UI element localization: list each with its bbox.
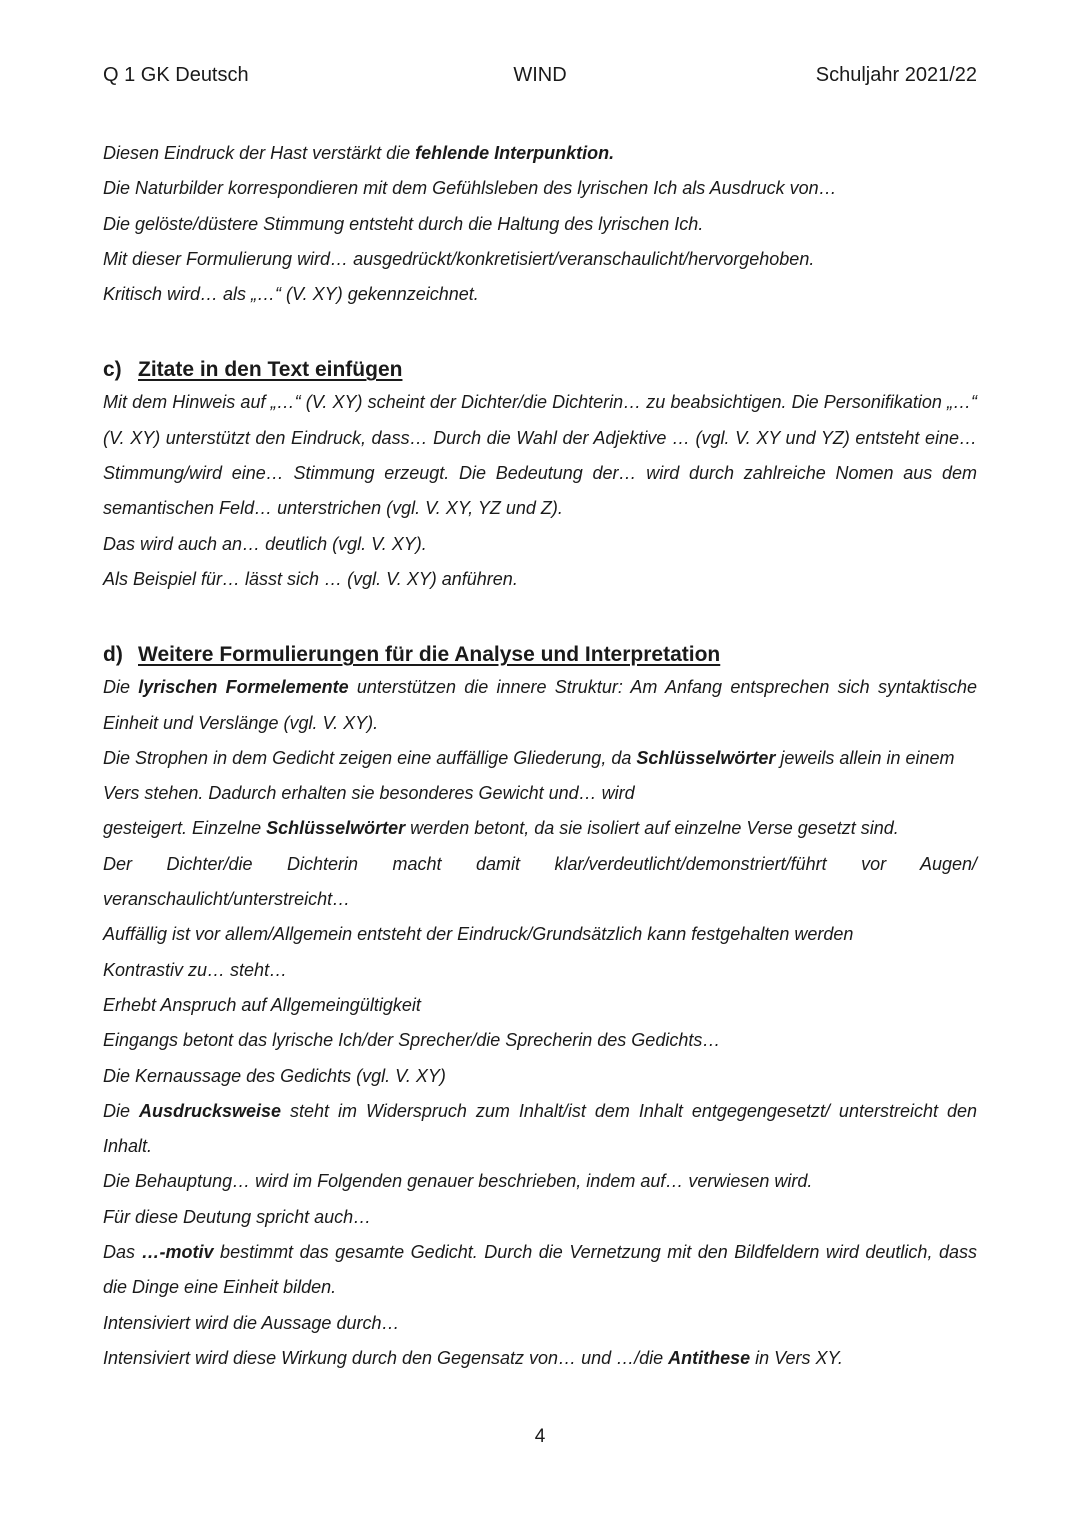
section-d-line: Eingangs betont das lyrische Ich/der Sprecher/die Sprecherin des Gedichts… <box>103 1030 721 1051</box>
section-d-paragraph: Der Dichter/die Dichterin macht damit klar/verdeutlicht/demonstriert/führt vor Augen/ veranschaulicht/unterstreicht… <box>103 853 977 910</box>
section-heading-d: d) Weitere Formulierungen für die Analyse und Interpretation <box>103 643 721 667</box>
intro-line: Diesen Eindruck der Hast verstärkt die fehlende Interpunktion. <box>103 143 615 163</box>
section-d-line: Intensiviert wird die Aussage durch… <box>103 1312 400 1333</box>
header-school-year: Schuljahr 2021/22 <box>815 64 977 86</box>
page-header <box>103 64 977 90</box>
section-d-line: Intensiviert wird diese Wirkung durch den Gegensatz von… und …/die Antithese in Vers XY. <box>103 1347 843 1368</box>
section-d-paragraph: gesteigert. Einzelne Schlüsselwörter werden betont, da sie isoliert auf einzelne Verse gesetzt sind. <box>103 818 899 839</box>
section-d-paragraph: Die lyrischen Formelemente unterstützen die innere Struktur: Am Anfang entsprechen sich syntaktische Einheit und Verslänge (vgl. V. XY). <box>103 677 977 733</box>
intro-line: Die gelöste/düstere Stimmung entsteht durch die Haltung des lyrischen Ich. <box>103 213 704 234</box>
page-number: 4 <box>534 1426 546 1447</box>
section-heading-c: c) Zitate in den Text einfügen <box>103 358 403 382</box>
section-c-paragraph: Mit dem Hinweis auf „…“ (V. XY) scheint der Dichter/die Dichterin… zu beabsichtigen. Die Personifikation „…“ (V. XY) unterstützt den Eindruck, dass… Durch die Wahl der Adjektive … (vgl. V. XY und YZ) entsteht eine… Stimmung/wird eine… Stimmung erzeugt. Die Bedeutung der… wird durch zahlreiche Nomen aus dem semantischen Feld… unterstrichen (vgl. V. XY, YZ und Z). <box>103 392 977 519</box>
section-d-line: Kontrastiv zu… steht… <box>103 959 288 980</box>
header-course: Q 1 GK Deutsch <box>103 64 249 86</box>
section-d-line: Die Kernaussage des Gedichts (vgl. V. XY) <box>103 1065 446 1086</box>
section-d-line: Erhebt Anspruch auf Allgemeingültigkeit <box>103 994 421 1015</box>
header-topic: WIND <box>513 64 567 86</box>
section-d-line: Für diese Deutung spricht auch… <box>103 1206 372 1227</box>
page-content <box>103 136 977 1376</box>
section-d-line: Die Behauptung… wird im Folgenden genauer beschrieben, indem auf… verwiesen wird. <box>103 1171 813 1192</box>
section-c-line: Als Beispiel für… lässt sich … (vgl. V. XY) anführen. <box>103 568 518 589</box>
intro-line: Die Naturbilder korrespondieren mit dem Gefühlsleben des lyrischen Ich als Ausdruck von… <box>103 178 837 199</box>
section-d-line: Auffällig ist vor allem/Allgemein entsteht der Eindruck/Grundsätzlich kann festgehalten werden <box>103 924 854 945</box>
intro-line: Mit dieser Formulierung wird… ausgedrückt/konkretisiert/veranschaulicht/hervorgehoben. <box>103 248 815 269</box>
section-c-line: Das wird auch an… deutlich (vgl. V. XY). <box>103 533 427 554</box>
section-d-paragraph: Die Ausdrucksweise steht im Widerspruch zum Inhalt/ist dem Inhalt entgegengesetzt/ unterstreicht den Inhalt. <box>103 1100 977 1157</box>
section-d-paragraph: Die Strophen in dem Gedicht zeigen eine auffällige Gliederung, da Schlüsselwörter jeweils allein in einem Vers stehen. Dadurch erhalten sie besonderes Gewicht und… wird <box>103 747 955 804</box>
section-d-paragraph: Das …-motiv bestimmt das gesamte Gedicht. Durch die Vernetzung mit den Bildfeldern wird deutlich, dass die Dinge eine Einheit bilden. <box>103 1242 977 1298</box>
intro-line: Kritisch wird… als „…“ (V. XY) gekennzeichnet. <box>103 284 479 305</box>
